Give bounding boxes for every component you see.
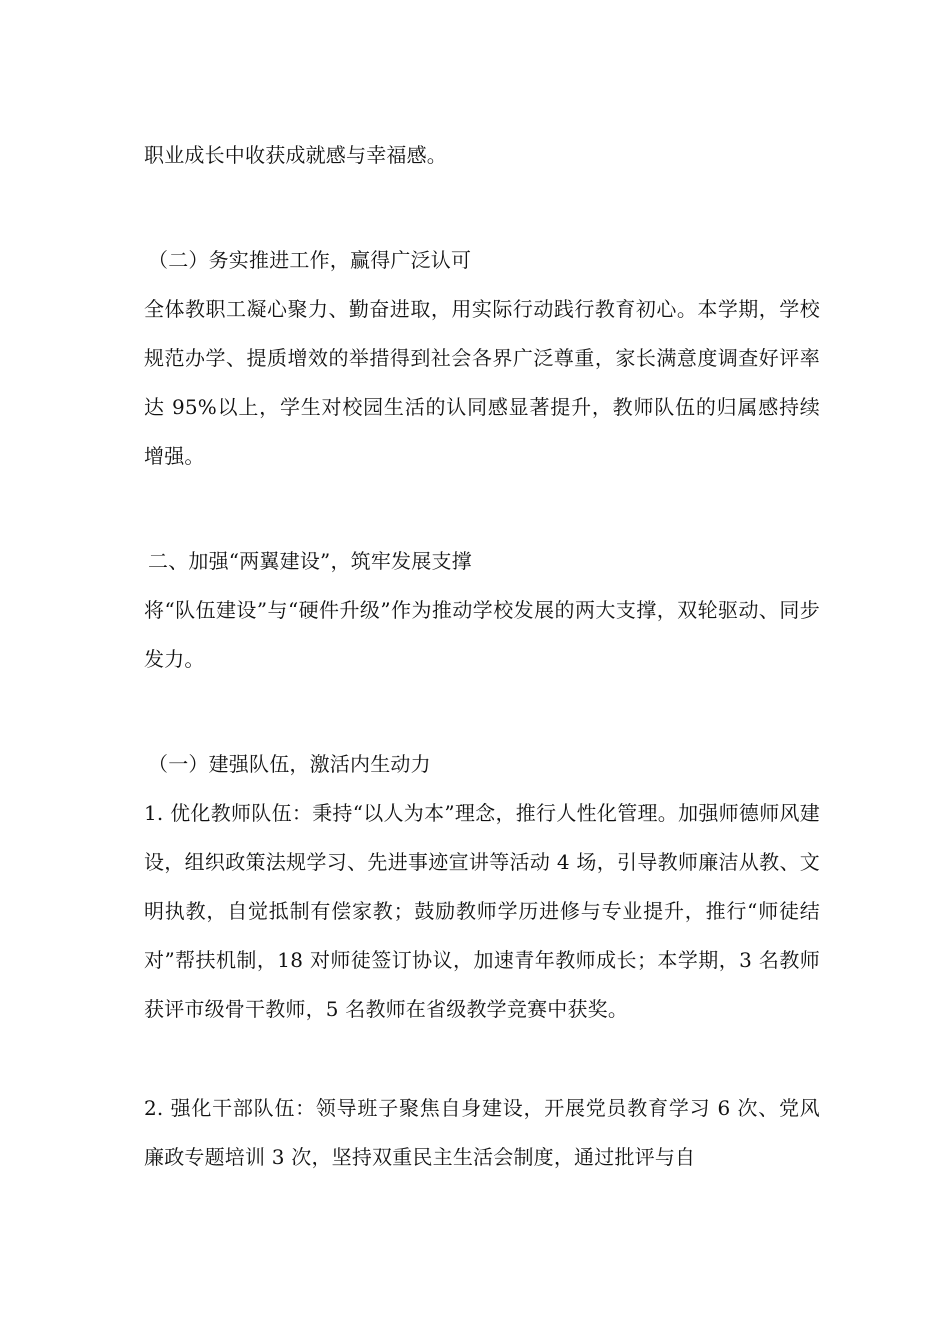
paragraph-spacer xyxy=(144,1034,820,1084)
paragraph-spacer xyxy=(144,180,820,236)
paragraph-spacer xyxy=(144,481,820,537)
paragraph-intro-end: 职业成长中收获成就感与幸福感。 xyxy=(144,143,447,167)
paragraph-two-wings: 将“队伍建设”与“硬件升级”作为推动学校发展的两大支撑，双轮驱动、同步发力。 xyxy=(144,598,820,671)
document-body xyxy=(144,131,820,1182)
heading-section-2-2: （二）务实推进工作，赢得广泛认可 xyxy=(148,248,472,272)
paragraph-recognition: 全体教职工凝心聚力、勤奋进取，用实际行动践行教育初心。本学期，学校规范办学、提质增效的举措得到社会各界广泛尊重，家长满意度调查好评率达 95%以上，学生对校园生活的认同感显著提升，教师队伍的归属感持续增强。 xyxy=(144,297,820,468)
paragraph-item-2-cadres: 2. 强化干部队伍：领导班子聚焦自身建设，开展党员教育学习 6 次、党风廉政专题培训 3 次，坚持双重民主生活会制度，通过批评与自 xyxy=(144,1096,820,1169)
heading-section-2-1: （一）建强队伍，激活内生动力 xyxy=(148,752,431,776)
heading-section-two: 二、加强“两翼建设”，筑牢发展支撑 xyxy=(148,549,472,573)
paragraph-item-1-teachers: 1. 优化教师队伍：秉持“以人为本”理念，推行人性化管理。加强师德师风建设，组织政策法规学习、先进事迹宣讲等活动 4 场，引导教师廉洁从教、文明执教，自觉抵制有偿家教；鼓励教师学历进修与专业提升，推行“师徒结对”帮扶机制，18 对师徒签订协议，加速青年教师成长；本学期，3 名教师获评市级骨干教师，5 名教师在省级教学竞赛中获奖。 xyxy=(144,801,820,1021)
paragraph-spacer xyxy=(144,684,820,740)
